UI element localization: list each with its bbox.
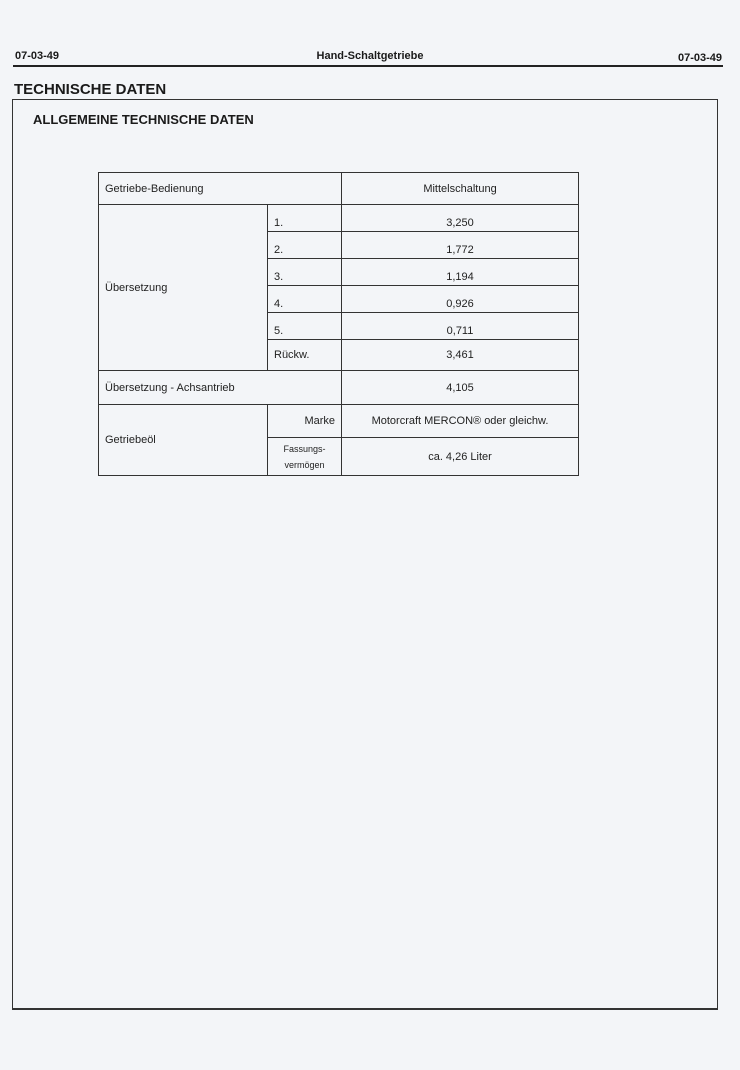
gear-ratio: 1,772 — [342, 232, 579, 259]
subsection-title: ALLGEMEINE TECHNISCHE DATEN — [33, 112, 254, 127]
gear-label: 2. — [268, 232, 342, 259]
table-row — [99, 371, 579, 405]
gear-ratio: 0,711 — [342, 313, 579, 340]
header-page-code-left: 07-03-49 — [15, 50, 60, 62]
gear-label: 1. — [268, 205, 342, 232]
gear-ratio: 1,194 — [342, 259, 579, 286]
brand-value: Motorcraft MERCON® oder gleichw. — [342, 405, 579, 438]
gear-label: Rückw. — [268, 340, 342, 371]
header-rule — [13, 65, 723, 67]
gear-ratio: 0,926 — [342, 286, 579, 313]
table-row — [99, 405, 579, 438]
gear-label: 4. — [268, 286, 342, 313]
brand-label: Marke — [268, 405, 342, 438]
capacity-value: ca. 4,26 Liter — [342, 438, 579, 476]
section-title: TECHNISCHE DATEN — [14, 81, 167, 98]
header-title: Hand-Schaltgetriebe — [316, 50, 424, 62]
gear-ratio: 3,250 — [342, 205, 579, 232]
axle-value: 4,105 — [342, 371, 579, 405]
table-row — [99, 173, 579, 205]
oil-label: Getriebeöl — [99, 405, 268, 476]
header-page-code-right: 07-03-49 — [677, 52, 722, 64]
operation-value: Mittelschaltung — [342, 173, 579, 205]
ratio-label: Übersetzung — [99, 205, 268, 371]
gear-label: 5. — [268, 313, 342, 340]
gear-ratio: 3,461 — [342, 340, 579, 371]
capacity-label-line2: vermögen — [284, 459, 325, 470]
capacity-label-line1: Fassungs- — [283, 443, 326, 454]
table-row — [99, 205, 579, 232]
spec-table — [98, 172, 579, 476]
operation-label: Getriebe-Bedienung — [99, 173, 342, 205]
capacity-label — [268, 438, 342, 476]
gear-label: 3. — [268, 259, 342, 286]
axle-label: Übersetzung - Achsantrieb — [99, 371, 342, 405]
